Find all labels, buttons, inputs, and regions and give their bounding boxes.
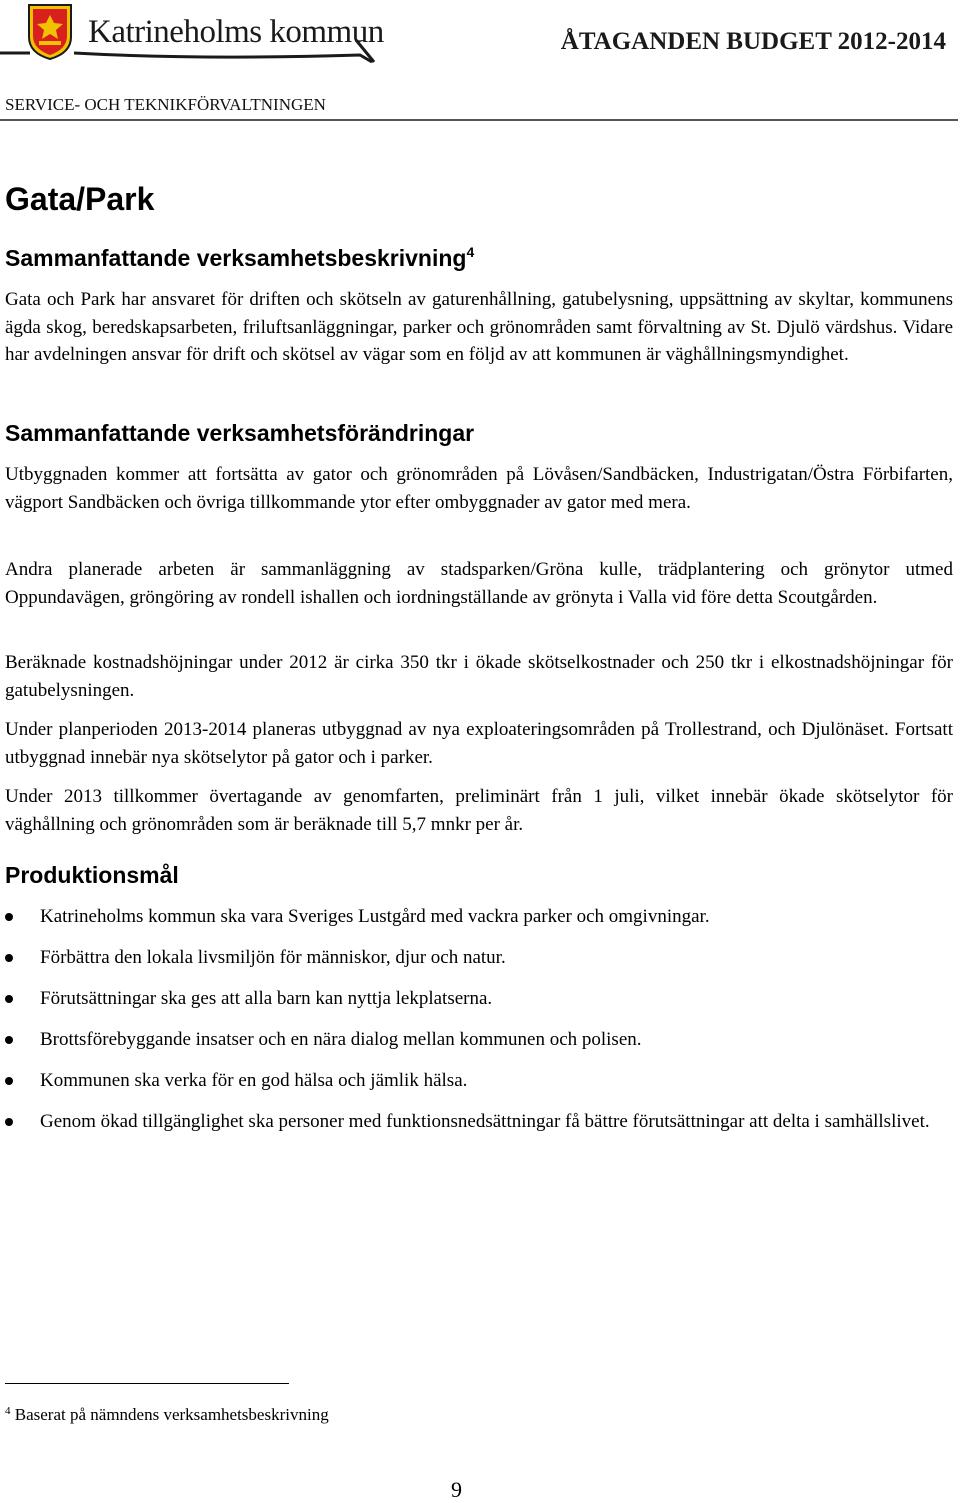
- changes-paragraph-3: Beräknade kostnadshöjningar under 2012 är cirka 350 tkr i ökade skötselkostnader och 250 tkr i elkostnadshöjningar för gatubelysningen.: [5, 652, 953, 701]
- footnote-text: Baserat på nämndens verksamhetsbeskrivning: [14, 1405, 329, 1424]
- section-heading-changes: Sammanfattande verksamhetsförändringar: [5, 420, 475, 446]
- bullet-icon: [5, 1077, 13, 1085]
- list-item: [5, 903, 953, 931]
- bullet-icon: [5, 995, 13, 1003]
- section-heading-goals: Produktionsmål: [5, 862, 179, 888]
- changes-paragraph-5: Under 2013 tillkommer övertagande av genomfarten, preliminärt från 1 juli, vilket innebär ökade skötselytor för väghållning och grönområden som är beräknade till 5,7 mnkr per år.: [5, 786, 953, 835]
- page-number: 9: [451, 1477, 462, 1502]
- logo-text: Katrineholms kommun: [88, 14, 384, 50]
- changes-paragraph-4: Under planperioden 2013-2014 planeras utbyggnad av nya exploateringsområden på Trollestrand, och Djulönäset. Fortsatt utbyggnad innebär nya skötselytor på gator och i parker.: [5, 719, 953, 768]
- header-rule: [0, 119, 958, 121]
- bullet-icon: [5, 913, 13, 921]
- bullet-icon: [5, 954, 13, 962]
- crest-icon: [27, 3, 73, 61]
- list-item: [5, 944, 953, 972]
- list-item: [5, 985, 953, 1013]
- list-item: [5, 1067, 953, 1095]
- list-item-text: Kommunen ska verka för en god hälsa och jämlik hälsa.: [40, 1070, 468, 1091]
- page-header: [0, 0, 960, 122]
- list-item-text: Genom ökad tillgänglighet ska personer med funktionsnedsättningar få bättre förutsättningar att delta i samhällslivet.: [40, 1111, 930, 1132]
- list-item-text: Brottsförebyggande insatser och en nära dialog mellan kommunen och polisen.: [40, 1029, 642, 1050]
- list-item: [5, 1108, 953, 1136]
- goals-list: [5, 903, 953, 1149]
- changes-paragraph-1: Utbyggnaden kommer att fortsätta av gator och grönområden på Lövåsen/Sandbäcken, Industrigatan/Östra Förbifarten, vägport Sandbäcken och övriga tillkommande ytor efter ombyggnader av gator med mera.: [5, 464, 953, 513]
- section-heading-description-text: Sammanfattande verksamhetsbeskrivning: [5, 245, 467, 271]
- list-item-text: Förbättra den lokala livsmiljön för människor, djur och natur.: [40, 947, 506, 968]
- document-title: ÅTAGANDEN BUDGET 2012-2014: [560, 28, 946, 55]
- section-heading-description: [5, 244, 474, 272]
- changes-paragraph-2: Andra planerade arbeten är sammanläggning av stadsparken/Gröna kulle, trädplantering och grönytor utmed Oppundavägen, gröngöring av rondell ishallen och iordningställande av grönyta i Valla vid före detta Scoutgården.: [5, 559, 953, 608]
- list-item-text: Katrineholms kommun ska vara Sveriges Lustgård med vackra parker och omgivningar.: [40, 906, 710, 927]
- list-item-text: Förutsättningar ska ges att alla barn kan nyttja lekplatserna.: [40, 988, 493, 1009]
- description-paragraph: Gata och Park har ansvaret för driften och skötseln av gaturenhållning, gatubelysning, uppsättning av skyltar, kommunens ägda skog, beredskapsarbeten, friluftsanläggningar, parker och grönområden samt förvaltning av St. Djulö värdshus. Vidare har avdelningen ansvar för drift och skötsel av vägar som en följd av att kommunen är väghållningsmyndighet.: [5, 289, 953, 365]
- department-name: SERVICE- OCH TEKNIKFÖRVALTNINGEN: [5, 95, 326, 114]
- footnote-separator: [5, 1383, 289, 1384]
- list-item: [5, 1026, 953, 1054]
- footnote-reference: 4: [466, 244, 475, 260]
- footnote-number: 4: [5, 1405, 11, 1417]
- footnote: [5, 1405, 329, 1425]
- bullet-icon: [5, 1118, 13, 1126]
- page-title: Gata/Park: [5, 181, 155, 217]
- bullet-icon: [5, 1036, 13, 1044]
